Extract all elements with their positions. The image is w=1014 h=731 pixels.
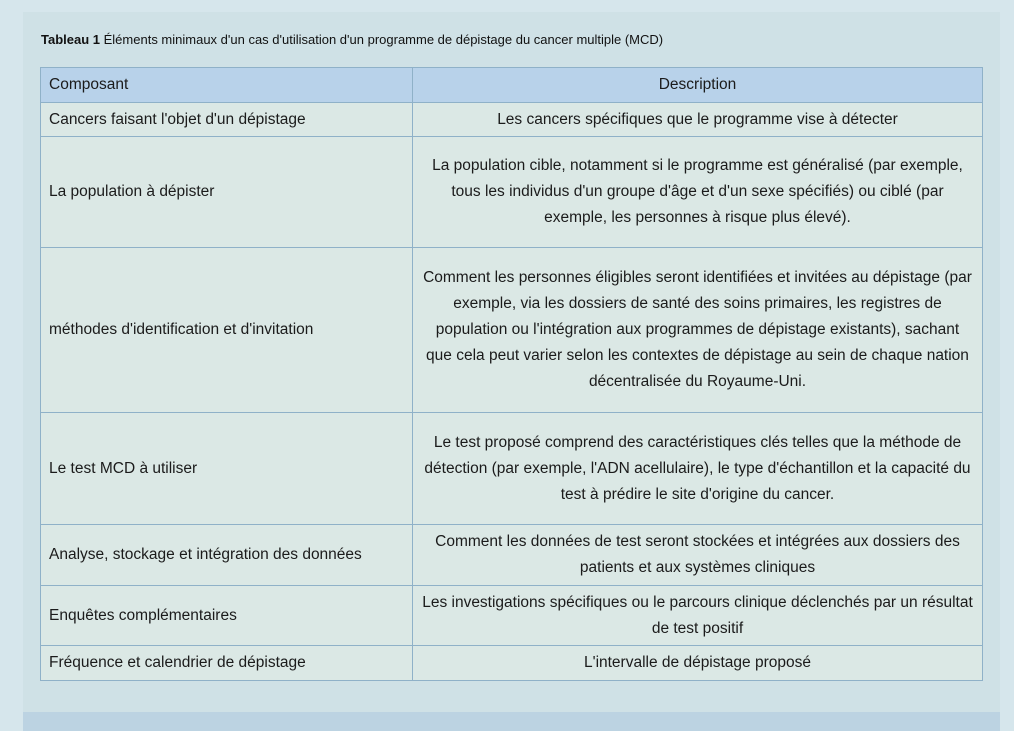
row-description: La population cible, notamment si le programme est généralisé (par exemple, tous les individus d'un groupe d'âge et d'un sexe spécifiés) ou ciblé (par exemple, les personnes à risque plus élevé). bbox=[413, 137, 983, 248]
components-table bbox=[40, 67, 983, 681]
row-component: Analyse, stockage et intégration des données bbox=[41, 525, 413, 586]
table-row bbox=[41, 103, 983, 137]
row-description: Les investigations spécifiques ou le parcours clinique déclenchés par un résultat de test positif bbox=[413, 586, 983, 646]
table-caption bbox=[41, 31, 981, 49]
table-row bbox=[41, 413, 983, 525]
header-component: Composant bbox=[41, 68, 413, 103]
footer-bar bbox=[23, 712, 1000, 731]
table-panel bbox=[23, 12, 1000, 712]
row-description: Les cancers spécifiques que le programme vise à détecter bbox=[413, 103, 983, 137]
table-row bbox=[41, 137, 983, 248]
row-component: Fréquence et calendrier de dépistage bbox=[41, 646, 413, 681]
table-header-row bbox=[41, 68, 983, 103]
row-component: Le test MCD à utiliser bbox=[41, 413, 413, 525]
table-row bbox=[41, 586, 983, 646]
row-component: Cancers faisant l'objet d'un dépistage bbox=[41, 103, 413, 137]
row-component: méthodes d'identification et d'invitation bbox=[41, 248, 413, 413]
header-description: Description bbox=[413, 68, 983, 103]
caption-text: Éléments minimaux d'un cas d'utilisation d'un programme de dépistage du cancer multiple (MCD) bbox=[100, 32, 664, 47]
table-row bbox=[41, 525, 983, 586]
caption-label: Tableau 1 bbox=[41, 32, 101, 47]
row-description: Comment les données de test seront stockées et intégrées aux dossiers des patients et aux systèmes cliniques bbox=[413, 525, 983, 586]
row-description: Comment les personnes éligibles seront identifiées et invitées au dépistage (par exemple, via les dossiers de santé des soins primaires, les registres de population ou l'intégration aux programmes de dépistage existants), sachant que cela peut varier selon les contextes de dépistage au sein de chaque nation décentralisée du Royaume-Uni. bbox=[413, 248, 983, 413]
row-description: Le test proposé comprend des caractéristiques clés telles que la méthode de détection (par exemple, l'ADN acellulaire), le type d'échantillon et la capacité du test à prédire le site d'origine du cancer. bbox=[413, 413, 983, 525]
table-row bbox=[41, 646, 983, 681]
row-description: L'intervalle de dépistage proposé bbox=[413, 646, 983, 681]
table-row bbox=[41, 248, 983, 413]
row-component: La population à dépister bbox=[41, 137, 413, 248]
row-component: Enquêtes complémentaires bbox=[41, 586, 413, 646]
